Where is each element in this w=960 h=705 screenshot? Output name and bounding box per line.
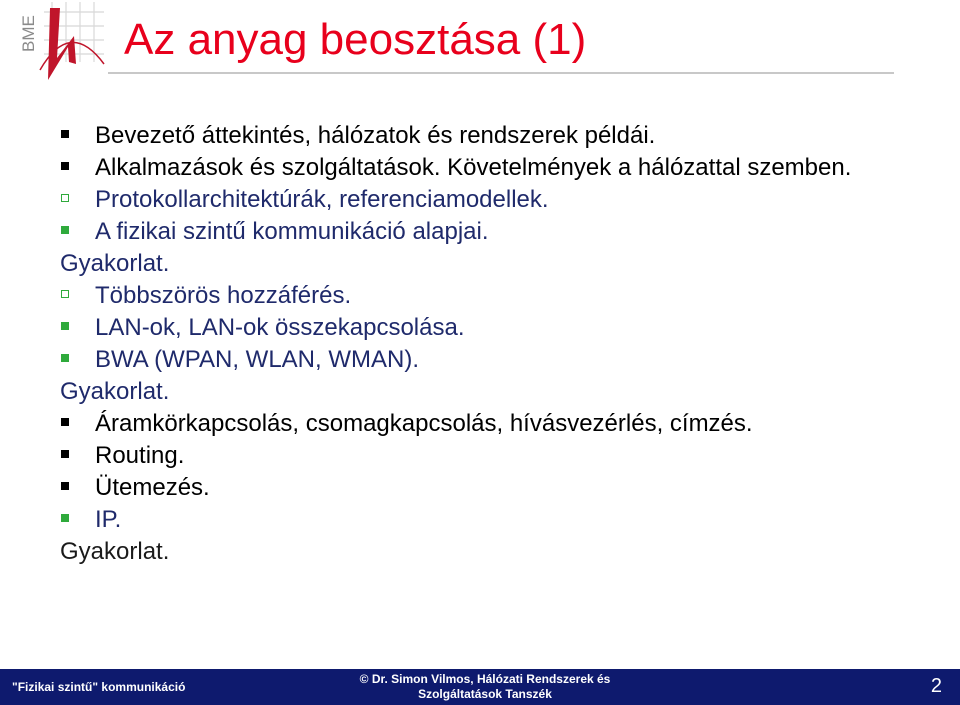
section-label: Gyakorlat. — [60, 250, 170, 277]
bme-logo — [0, 0, 110, 88]
list-item — [60, 120, 940, 152]
list-item-text: IP. — [95, 506, 122, 533]
list-item-text: Bevezető áttekintés, hálózatok és rendszerek példái. — [95, 122, 656, 149]
list-item — [60, 408, 940, 440]
square-bullet-icon — [61, 322, 69, 330]
square-bullet-icon — [61, 226, 69, 234]
list-item-text: Alkalmazások és szolgáltatások. Követelmények a hálózattal szemben. — [95, 154, 852, 181]
list-item — [60, 440, 940, 472]
footer-copyright-line: © Dr. Simon Vilmos, Hálózati Rendszerek és — [359, 672, 611, 686]
footer-copyright-line: Szolgáltatások Tanszék — [418, 687, 552, 701]
footer-bar — [0, 669, 960, 705]
square-bullet-icon — [61, 130, 69, 138]
square-bullet-icon — [61, 482, 69, 490]
list-item-text: Protokollarchitektúrák, referenciamodellek. — [95, 186, 549, 213]
list-item — [60, 344, 940, 376]
list-item — [60, 312, 940, 344]
square-bullet-icon — [61, 450, 69, 458]
section-label: Gyakorlat. — [60, 378, 170, 405]
list-item-text: Többszörös hozzáférés. — [95, 282, 352, 309]
list-item-text: Áramkörkapcsolás, csomagkapcsolás, hívásvezérlés, címzés. — [95, 410, 753, 437]
list-item-text: BWA (WPAN, WLAN, WMAN). — [95, 346, 419, 373]
logo-text: BME — [19, 15, 38, 52]
list-item — [60, 152, 855, 184]
section-label: Gyakorlat. — [60, 538, 170, 565]
list-item — [60, 216, 940, 248]
list-item-text: LAN-ok, LAN-ok összekapcsolása. — [95, 314, 465, 341]
title-divider — [108, 72, 894, 74]
hollow-square-bullet-icon — [61, 290, 69, 298]
list-item — [60, 504, 940, 536]
list-item — [60, 472, 940, 504]
footer-topic: "Fizikai szintű" kommunikáció — [12, 680, 186, 694]
hollow-square-bullet-icon — [61, 194, 69, 202]
page-title: Az anyag beosztása (1) — [124, 15, 587, 64]
square-bullet-icon — [61, 514, 69, 522]
list-item-text: Ütemezés. — [95, 474, 210, 501]
list-item-text: A fizikai szintű kommunikáció alapjai. — [95, 218, 489, 245]
square-bullet-icon — [61, 418, 69, 426]
topic-list — [60, 120, 940, 568]
list-item — [60, 184, 940, 216]
list-item-text: Routing. — [95, 442, 185, 469]
page-number: 2 — [930, 675, 942, 697]
footer-copyright — [340, 672, 630, 702]
square-bullet-icon — [61, 354, 69, 362]
square-bullet-icon — [61, 162, 69, 170]
list-item — [60, 280, 940, 312]
